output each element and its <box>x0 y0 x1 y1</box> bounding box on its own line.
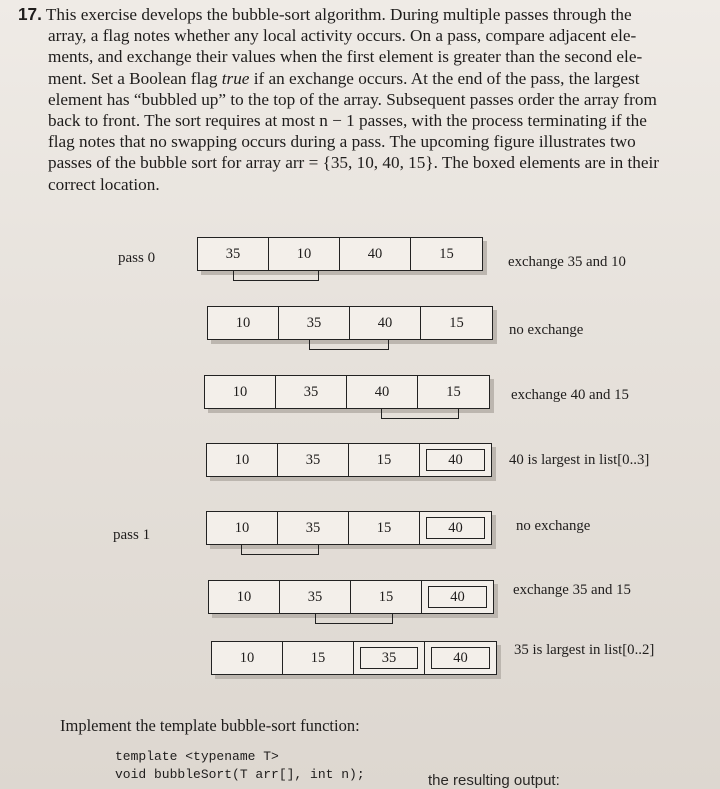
exercise-line-3: ments, and exchange their values when the first element is greater than the second ele- <box>48 47 643 67</box>
code-line-2: void bubbleSort(T arr[], int n); <box>115 767 365 782</box>
pass-1-label: pass 1 <box>113 527 151 543</box>
row-note: exchange 35 and 10 <box>508 254 626 270</box>
array-cell: 40 <box>340 238 411 270</box>
array-row-1 <box>207 306 493 340</box>
exercise-line-5: element has “bubbled up” to the top of the array. Subsequent passes order the array from <box>48 89 657 109</box>
array-cell: 15 <box>449 314 464 331</box>
array-row-0 <box>197 237 483 271</box>
row-note: 40 is largest in list[0..3] <box>509 452 650 468</box>
exercise-line-8: passes of the bubble sort for array arr = {35, 10, 40, 15}. The boxed elements are in their <box>48 153 660 173</box>
array-row-4 <box>206 511 492 545</box>
exercise-line-4: ment. Set a Boolean flag true if an exchange occurs. At the end of the pass, the largest <box>48 68 640 88</box>
exercise-number: 17. <box>18 4 42 24</box>
exercise-text <box>18 4 708 195</box>
array-cell-boxed: 40 <box>420 512 491 544</box>
implement-heading: Implement the template bubble-sort function: <box>60 716 360 735</box>
exercise-line-6: back to front. The sort requires at most n − 1 passes, with the process terminating if the <box>48 111 647 131</box>
array-cell: 15 <box>349 512 420 544</box>
array-cell: 15 <box>446 383 461 400</box>
array-cell-boxed: 35 <box>354 642 425 674</box>
row-note: exchange 35 and 15 <box>513 582 631 598</box>
array-cell-boxed: 40 <box>422 581 493 613</box>
exercise-line-1: 17. This exercise develops the bubble-sort algorithm. During multiple passes through the <box>18 4 632 24</box>
row-note: exchange 40 and 15 <box>511 387 629 403</box>
array-cell: 35 <box>279 307 350 339</box>
array-cell: 10 <box>269 238 340 270</box>
array-cell: 40 <box>347 376 418 408</box>
array-row-5 <box>208 580 494 614</box>
code-line-1: template <typename T> <box>115 749 279 764</box>
compare-bracket <box>315 614 393 624</box>
compare-bracket <box>241 545 319 555</box>
array-cell: 15 <box>439 245 454 262</box>
array-row-3 <box>206 443 492 477</box>
array-cell: 10 <box>207 444 278 476</box>
array-row-6 <box>211 641 497 675</box>
compare-bracket <box>233 271 319 281</box>
pass-0-label: pass 0 <box>118 250 156 266</box>
exercise-line-2: array, a flag notes whether any local activity occurs. On a pass, compare adjacent ele- <box>48 26 637 46</box>
array-cell: 10 <box>205 376 276 408</box>
array-cell: 15 <box>351 581 422 613</box>
row-note: no exchange <box>516 518 591 534</box>
array-cell: 10 <box>208 307 279 339</box>
array-cell: 10 <box>207 512 278 544</box>
array-cell-boxed: 40 <box>425 642 496 674</box>
array-cell-boxed: 40 <box>420 444 491 476</box>
array-cell: 15 <box>349 444 420 476</box>
row-note: 35 is largest in list[0..2] <box>514 642 655 658</box>
array-cell: 15 <box>283 642 354 674</box>
array-cell: 35 <box>198 238 269 270</box>
exercise-line-9: correct location. <box>48 174 160 194</box>
row-note: no exchange <box>509 322 584 338</box>
cut-off-text: the resulting output: <box>428 772 560 789</box>
exercise-line-7: flag notes that no swapping occurs during a pass. The upcoming figure illustrates two <box>48 132 636 152</box>
array-cell: 40 <box>350 307 421 339</box>
array-cell: 35 <box>276 376 347 408</box>
array-cell: 35 <box>280 581 351 613</box>
array-cell: 35 <box>278 512 349 544</box>
array-cell: 10 <box>212 642 283 674</box>
array-cell: 35 <box>278 444 349 476</box>
array-row-2 <box>204 375 490 409</box>
compare-bracket <box>381 409 459 419</box>
array-cell: 10 <box>209 581 280 613</box>
compare-bracket <box>309 340 389 350</box>
